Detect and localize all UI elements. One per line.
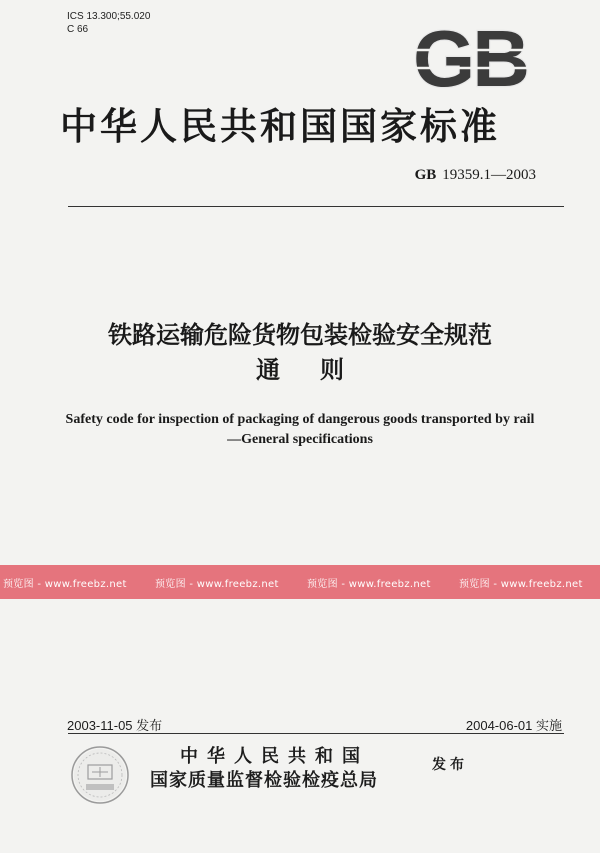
- english-title-line1: Safety code for inspection of packaging of dangerous goods transported by rail: [65, 412, 535, 427]
- document-subtitle-chinese: 通则: [256, 356, 384, 384]
- watermark-text: 预览图 - www.freebz.net: [155, 579, 279, 590]
- official-seal-icon: [70, 745, 130, 805]
- issuer-name-line1: 中华人民共和国: [180, 746, 369, 767]
- gb-logo-text: GB: [413, 20, 527, 96]
- standard-number-prefix: GB: [414, 167, 437, 183]
- document-title-english: [0, 410, 600, 450]
- standard-number: [415, 167, 536, 184]
- ccs-code: C 66: [67, 24, 89, 35]
- ics-code: ICS 13.300;55.020: [67, 11, 151, 22]
- watermark-band: [0, 565, 600, 599]
- issue-label: 发布: [432, 757, 468, 773]
- footer-divider: [68, 733, 564, 734]
- gb-logo: [404, 20, 536, 96]
- watermark-text: 预览图 - www.freebz.net: [307, 579, 431, 590]
- standard-type-heading: 中华人民共和国国家标准: [60, 104, 500, 148]
- english-title-line2: —General specifications: [227, 432, 373, 447]
- issue-date: 2003-11-05 发布: [67, 718, 163, 733]
- classification-codes: [67, 10, 150, 36]
- standard-number-value: 19359.1—2003: [442, 167, 536, 183]
- watermark-text: 预览图 - www.freebz.net: [3, 579, 127, 590]
- watermark-text: 预览图 - www.freebz.net: [459, 579, 583, 590]
- effective-date: 2004-06-01 实施: [465, 718, 562, 733]
- header-divider: [68, 206, 564, 207]
- document-title-chinese: 铁路运输危险货物包装检验安全规范: [108, 321, 492, 349]
- issuer-name-line2: 国家质量监督检验检疫总局: [150, 770, 378, 791]
